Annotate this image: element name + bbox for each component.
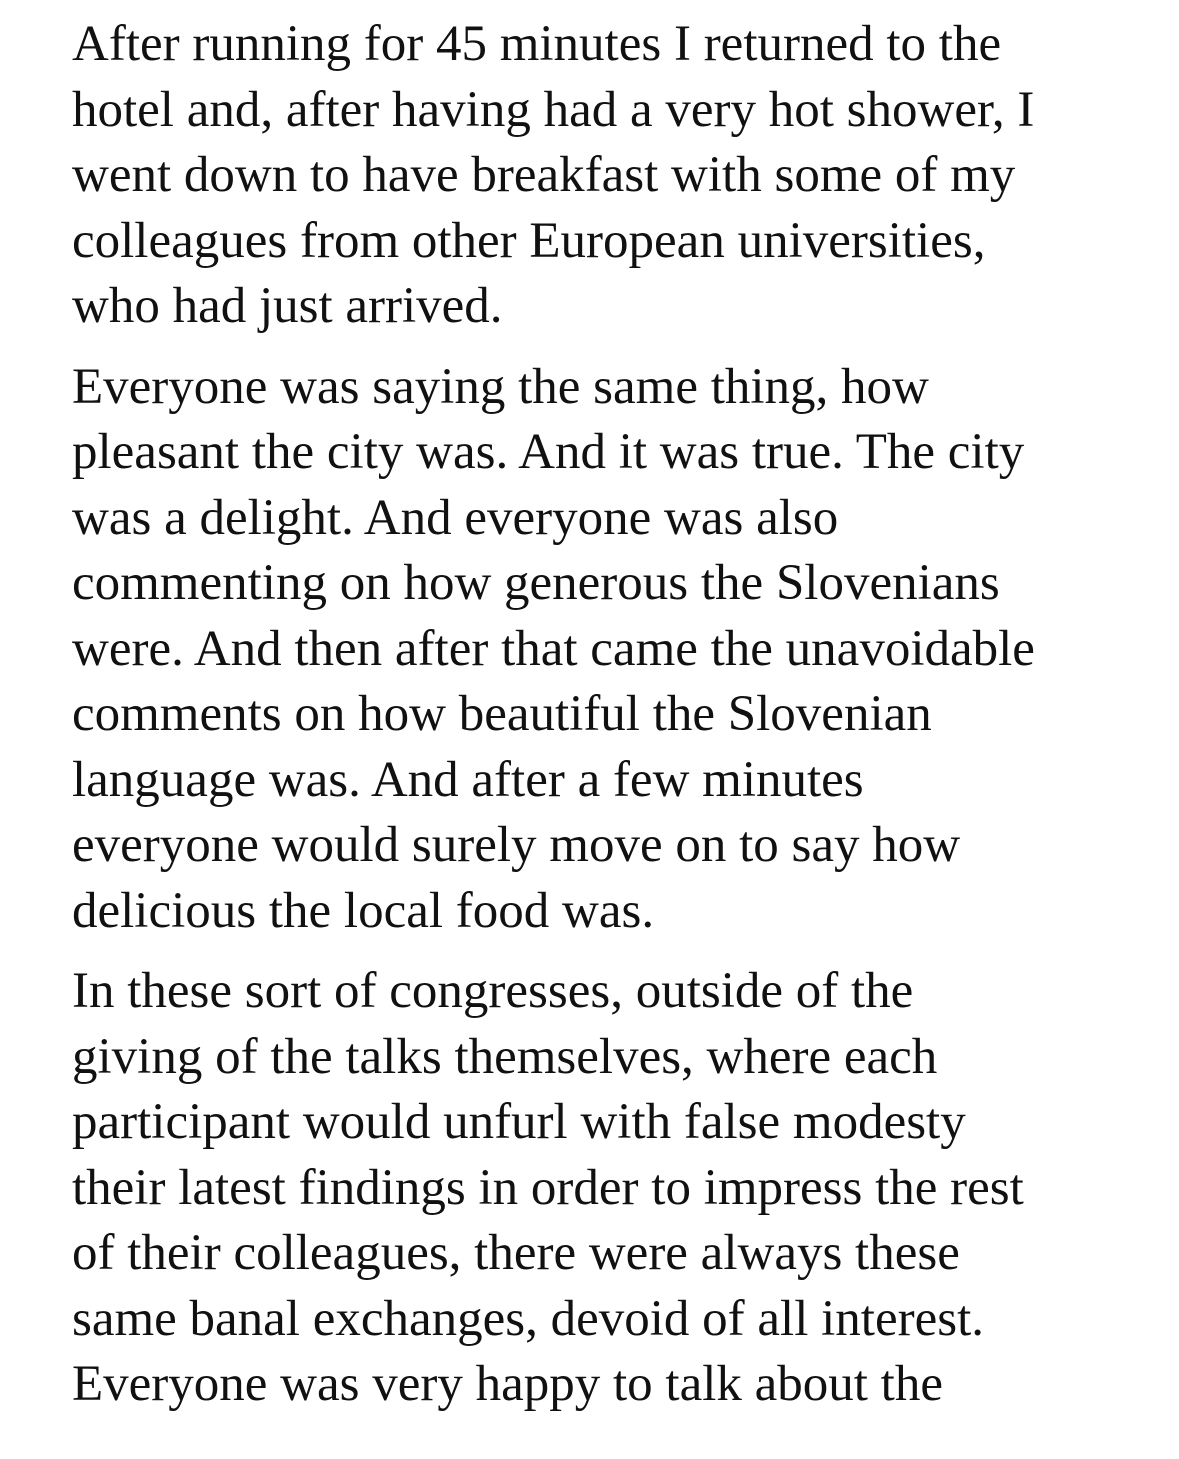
paragraph-3 — [72, 959, 1112, 1418]
text-line: their latest findings in order to impress the rest — [72, 1159, 1024, 1216]
text-line: everyone would surely move on to say how — [72, 817, 961, 873]
text-line: Everyone was very happy to talk about the — [72, 1356, 943, 1412]
paragraph-1 — [72, 12, 1112, 340]
text-line: pleasant the city was. And it was true. The city — [72, 424, 1025, 480]
text-line: commenting on how generous the Slovenians — [72, 555, 1000, 611]
text-line: In these sort of congresses, outside of the — [72, 963, 914, 1019]
text-line: Everyone was saying the same thing, how — [72, 358, 929, 415]
text-line: participant would unfurl with false modesty — [72, 1094, 966, 1150]
text-line: were. And then after that came the unavoidable — [72, 620, 1035, 677]
text-line: was a delight. And everyone was also — [72, 489, 839, 546]
text-line: went down to have breakfast with some of my — [72, 147, 1016, 203]
paragraph-2 — [72, 355, 1112, 945]
text-line: comments on how beautiful the Slovenian — [72, 686, 932, 742]
text-line: same banal exchanges, devoid of all interest. — [72, 1290, 984, 1347]
text-line: language was. And after a few minutes — [72, 751, 864, 808]
text-line: who had just arrived. — [72, 278, 503, 334]
text-line: hotel and, after having had a very hot shower, I — [72, 81, 1035, 138]
text-line: giving of the talks themselves, where each — [72, 1028, 938, 1085]
text-line: of their colleagues, there were always these — [72, 1225, 960, 1281]
document-page — [72, 12, 1112, 1433]
text-line: colleagues from other European universities, — [72, 212, 986, 269]
text-line: delicious the local food was. — [72, 882, 655, 939]
text-line: After running for 45 minutes I returned to the — [72, 16, 1002, 72]
